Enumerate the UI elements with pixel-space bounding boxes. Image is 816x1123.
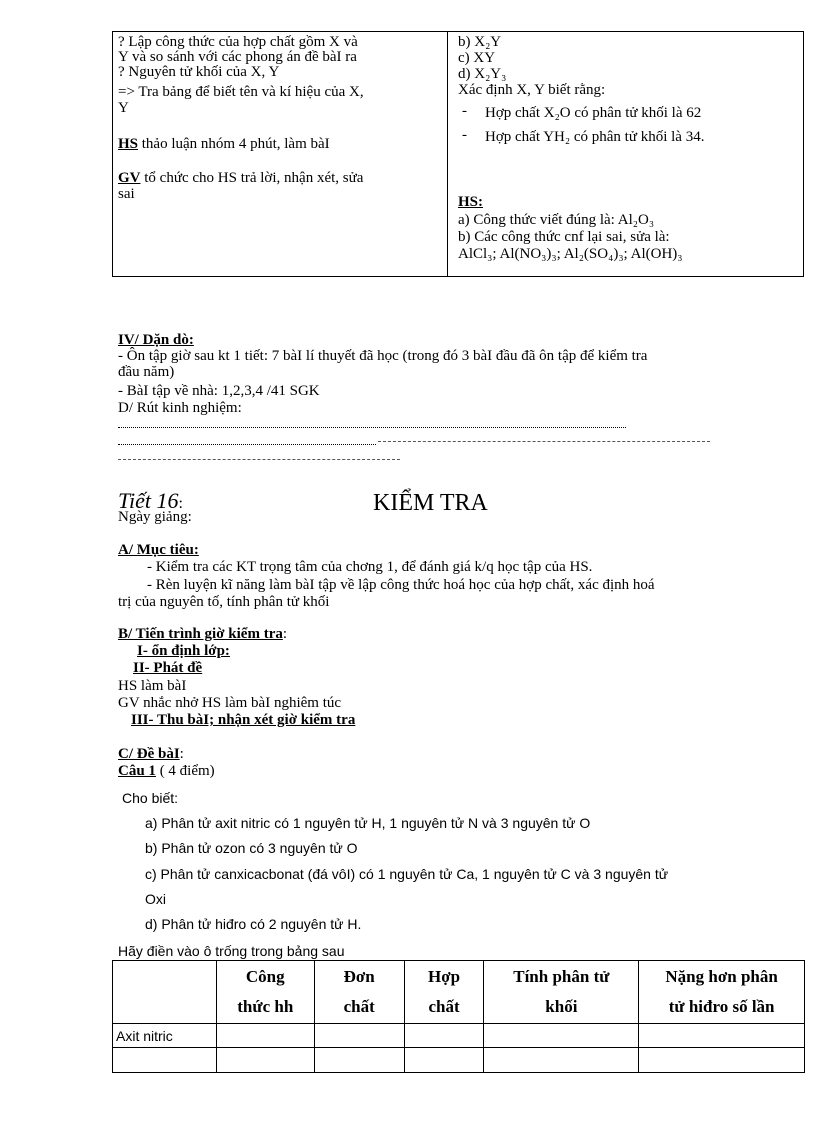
text-line: d) X₂Y₃ <box>458 66 507 82</box>
table-cell[interactable] <box>404 1048 484 1073</box>
header-line: khối <box>545 997 578 1016</box>
dotted-line <box>118 427 626 428</box>
header-line: Công <box>245 967 285 986</box>
section-b-title: B/ Tiến trình giờ kiểm tra <box>118 626 283 642</box>
ngay-giang: Ngày giảng: <box>118 509 192 525</box>
header-line: thức hh <box>237 997 294 1016</box>
table-cell[interactable] <box>484 1048 639 1073</box>
text-line: => Tra bảng để biết tên và kí hiệu của X, <box>118 84 364 100</box>
section-c-title-line <box>118 746 184 762</box>
text-line: trị của nguyên tố, tính phân tử khối <box>118 594 330 610</box>
header-line: Tính phân tử <box>513 967 610 986</box>
table-cell[interactable] <box>314 1048 404 1073</box>
header-cell <box>484 961 639 1024</box>
text-line: - Ôn tập giờ sau kt 1 tiết: 7 bàI lí thuyết đã học (trong đó 3 bàI đầu đã ôn tập để kiểm tra <box>118 348 648 364</box>
dashed-line <box>378 441 710 442</box>
dotted-line <box>118 444 376 445</box>
text-line: AlCl₃; Al(NO₃)₃; Al₂(SO₄)₃; Al(OH)₃ <box>458 246 683 262</box>
hs-line <box>118 136 330 152</box>
header-line: Hợp <box>427 967 461 986</box>
cau-line <box>118 763 215 779</box>
tiet-text: Tiết 16 <box>118 488 179 513</box>
text-line: c) XY <box>458 50 496 66</box>
text-line: a) Công thức viết đúng là: Al₂O₃ <box>458 212 655 228</box>
cau-points: ( 4 điểm) <box>155 763 215 779</box>
text-line: ? Lập công thức của hợp chất gồm X và <box>118 34 358 50</box>
table-row <box>113 1048 805 1073</box>
table-cell[interactable] <box>404 1024 484 1048</box>
section-b-ii: II- Phát đề <box>133 660 203 676</box>
text-line: HS làm bàI <box>118 678 187 694</box>
hs-label: HS <box>118 136 139 152</box>
header-cell <box>639 961 805 1024</box>
section-iv-title: IV/ Dặn dò: <box>118 332 194 348</box>
text-line: Y <box>118 100 129 116</box>
header-cell <box>314 961 404 1024</box>
text-line: Cho biết: <box>122 790 179 806</box>
section-b-title-line <box>118 626 287 642</box>
fill-table <box>112 960 805 1073</box>
text-line: Y và so sánh với các phong án đề bàI ra <box>118 49 357 65</box>
header-cell <box>113 961 217 1024</box>
row-label: Axit nitric <box>113 1024 217 1048</box>
text-line: GV nhắc nhở HS làm bàI nghiêm túc <box>118 695 342 711</box>
text-line: Xác định X, Y biết rằng: <box>458 82 606 98</box>
question-item: a) Phân tử axit nitric có 1 nguyên tử H, 1 nguyên tử N và 3 nguyên tử O <box>145 815 591 831</box>
section-b-iii: III- Thu bàI; nhận xét giờ kiểm tra <box>131 712 356 728</box>
section-a-title: A/ Mục tiêu: <box>118 542 199 558</box>
section-c-title: C/ Đề bàI <box>118 746 180 762</box>
table-cell[interactable] <box>216 1024 314 1048</box>
table-cell[interactable] <box>216 1048 314 1073</box>
question-item: d) Phân tử hiđro có 2 nguyên tử H. <box>145 916 362 932</box>
table-cell[interactable] <box>639 1048 805 1073</box>
colon: : <box>282 626 288 642</box>
header-cell <box>216 961 314 1024</box>
table-cell[interactable] <box>314 1024 404 1048</box>
text-line: b) Các công thức cnf lại sai, sửa là: <box>458 229 670 245</box>
bullet-icon: - <box>462 127 467 143</box>
bullet-item: Hợp chất YH₂ có phân tử khối là 34. <box>485 129 705 145</box>
header-line: chất <box>428 997 460 1016</box>
section-b-i: I- ổn định lớp: <box>137 643 230 659</box>
text-line: sai <box>118 186 135 202</box>
text-line: Hãy điền vào ô trống trong bảng sau <box>118 943 345 959</box>
gv-line <box>118 170 363 186</box>
header-line: Đơn <box>343 967 375 986</box>
table-cell[interactable] <box>484 1024 639 1048</box>
question-item: Oxi <box>145 891 166 907</box>
page-title: KIỂM TRA <box>373 490 488 516</box>
question-item: b) Phân tử ozon có 3 nguyên tử O <box>145 840 358 856</box>
header-cell <box>404 961 484 1024</box>
header-line: chất <box>343 997 375 1016</box>
text-line: - Kiểm tra các KT trọng tâm của chơng 1, để đánh giá k/q học tập của HS. <box>147 559 593 575</box>
table-row <box>113 1024 805 1048</box>
dashed-line <box>118 459 400 460</box>
table-cell[interactable] <box>113 1048 217 1073</box>
text-line: - Rèn luyện kĩ năng làm bàI tập về lập công thức hoá học của hợp chất, xác định hoá <box>147 577 655 593</box>
colon: : <box>179 746 184 762</box>
text-line: b) X₂Y <box>458 34 502 50</box>
table-header-row <box>113 961 805 1024</box>
cau-label: Câu 1 <box>118 763 156 779</box>
bullet-item: Hợp chất X₂O có phân tử khối là 62 <box>485 105 702 121</box>
header-line: tử hiđro số lần <box>668 997 775 1016</box>
tiet-colon: : <box>178 495 183 512</box>
text-line: đầu năm) <box>118 364 175 380</box>
table-divider <box>447 32 448 276</box>
text-line: D/ Rút kinh nghiệm: <box>118 400 242 416</box>
bullet-icon: - <box>462 103 467 119</box>
gv-label: GV <box>118 170 141 186</box>
text-line: - BàI tập về nhà: 1,2,3,4 /41 SGK <box>118 383 320 399</box>
hs2-label: HS: <box>458 194 484 210</box>
question-item: c) Phân tử canxicacbonat (đá vôI) có 1 nguyên tử Ca, 1 nguyên tử C và 3 nguyên tử <box>145 866 669 882</box>
header-line: Nặng hơn phân <box>665 967 778 986</box>
gv-text: tổ chức cho HS trả lời, nhận xét, sửa <box>140 170 364 186</box>
table-cell[interactable] <box>639 1024 805 1048</box>
text-line: ? Nguyên tử khối của X, Y <box>118 64 280 80</box>
hs-text: thảo luận nhóm 4 phút, làm bàI <box>138 136 330 152</box>
